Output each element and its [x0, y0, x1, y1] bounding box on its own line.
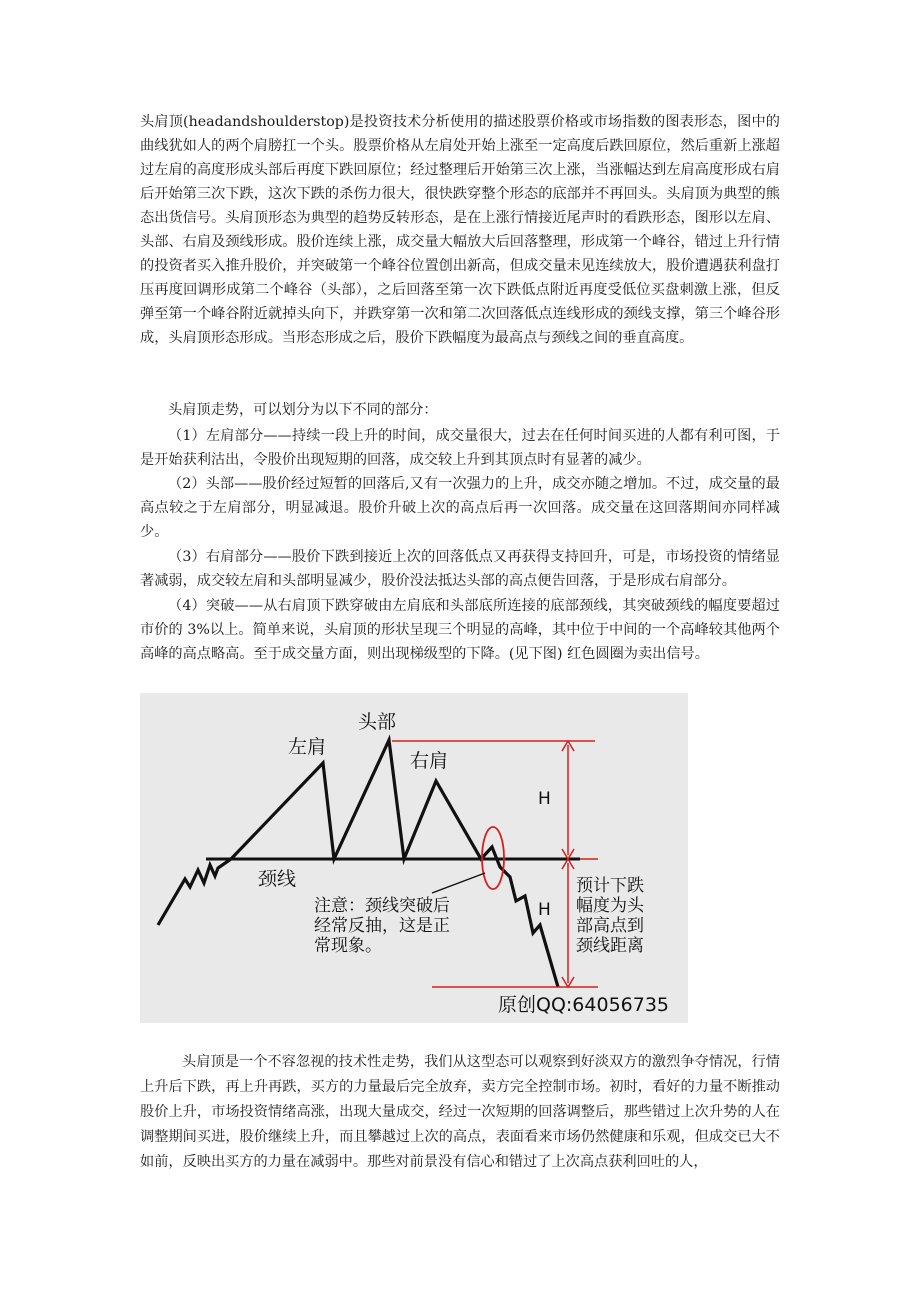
item-breakout: （4）突破——从右肩顶下跌穿破由左肩底和头部底所连接的底部颈线，其突破颈线的幅度要超过市价的 3%以上。简单来说，头肩顶的形状呈现三个明显的高峰，其中位于中间的一个高峰较其他两个高峰的高点略高。至于成交量方面，则出现梯级型的下降。(见下图) 红色圆圈为卖出信号。 [140, 598, 780, 662]
item-head: （2）头部——股价经过短暂的回落后,又有一次强力的上升，成交亦随之增加。不过，成交量的最高点较之于左肩部分，明显减退。股价升破上次的高点后再一次回落。成交量在这回落期间亦同样减少。 [140, 476, 780, 540]
target-line-2: 幅度为头 [576, 896, 644, 916]
item-left-shoulder: （1）左肩部分——持续一段上升的时间，成交量很大，过去在任何时间买进的人都有利可图，于是开始获利沽出，令股价出现短期的回落，成交较上升到其顶点时有显著的减少。 [140, 428, 780, 468]
section-heading: 头肩顶走势，可以划分为以下不同的部分： [168, 402, 438, 418]
label-h-bottom: H [538, 900, 551, 920]
closing-paragraph: 头肩顶是一个不容忽视的技术性走势，我们从这型态可以观察到好淡双方的激烈争夺情况，行情上升后下跌，再上升再跌，买方的力量最后完全放弃，卖方完全控制市场。初时，看好的力量不断推动股价上升，市场投资情绪高涨，出现大量成交，经过一次短期的回落调整后，那些错过上次升势的人在调整期间买进，股价继续上升，而且攀越过上次的高点，表面看来市场仍然健康和乐观，但成交已大不如前，反映出买方的力量在减弱中。那些对前景没有信心和错过了上次高点获利回吐的人， [140, 1054, 780, 1170]
intro-paragraph: 头肩顶(headandshoulderstop)是投资技术分析使用的描述股票价格或市场指数的图表形态，图中的曲线犹如人的两个肩膀扛一个头。股票价格从左肩处开始上涨至一定高度后跌回原位，然后重新上涨超过左肩的高度形成头部后再度下跌回原位；经过整理后开始第三次上涨，当涨幅达到左肩高度形成右肩后开始第三次下跌，这次下跌的杀伤力很大，很快跌穿整个形态的底部并不再回头。头肩顶为典型的熊态出货信号。头肩顶形态为典型的趋势反转形态，是在上涨行情接近尾声时的看跌形态，图形以左肩、头部、右肩及颈线形成。股价连续上涨，成交量大幅放大后回落整理，形成第一个峰谷，错过上升行情的投资者买入推升股价，并突破第一个峰谷位置创出新高，但成交量未见连续放大，股价遭遇获利盘打压再度回调形成第二个峰谷（头部），之后回落至第一次下跌低点附近再度受低位买盘刺激上涨，但反弹至第一个峰谷附近就掉头向下，并跌穿第一次和第二次回落低点连线形成的颈线支撑，第三个峰谷形成，头肩顶形态形成。当形态形成之后，股价下跌幅度为最高点与颈线之间的垂直高度。 [140, 114, 780, 346]
label-neckline: 颈线 [258, 868, 297, 890]
watermark: 原创QQ:64056735 [498, 994, 670, 1016]
target-line-3: 部高点到 [576, 916, 644, 936]
note-line-3: 常现象。 [314, 936, 382, 956]
note-line-1: 注意：颈线突破后 [314, 896, 450, 916]
note-line-2: 经常反抽，这是正 [314, 916, 450, 936]
item-right-shoulder: （3）右肩部分——股价下跌到接近上次的回落低点又再获得支持回升，可是，市场投资的情绪显著减弱，成交较左肩和头部明显减少，股价没法抵达头部的高点便告回落，于是形成右肩部分。 [140, 549, 780, 589]
label-right-shoulder: 右肩 [410, 750, 449, 772]
head-and-shoulders-diagram [140, 693, 688, 1023]
target-line-4: 颈线距离 [576, 936, 644, 956]
target-line-1: 预计下跌 [576, 876, 644, 896]
label-h-top: H [538, 789, 551, 809]
label-head: 头部 [358, 711, 397, 733]
label-left-shoulder: 左肩 [288, 736, 327, 758]
